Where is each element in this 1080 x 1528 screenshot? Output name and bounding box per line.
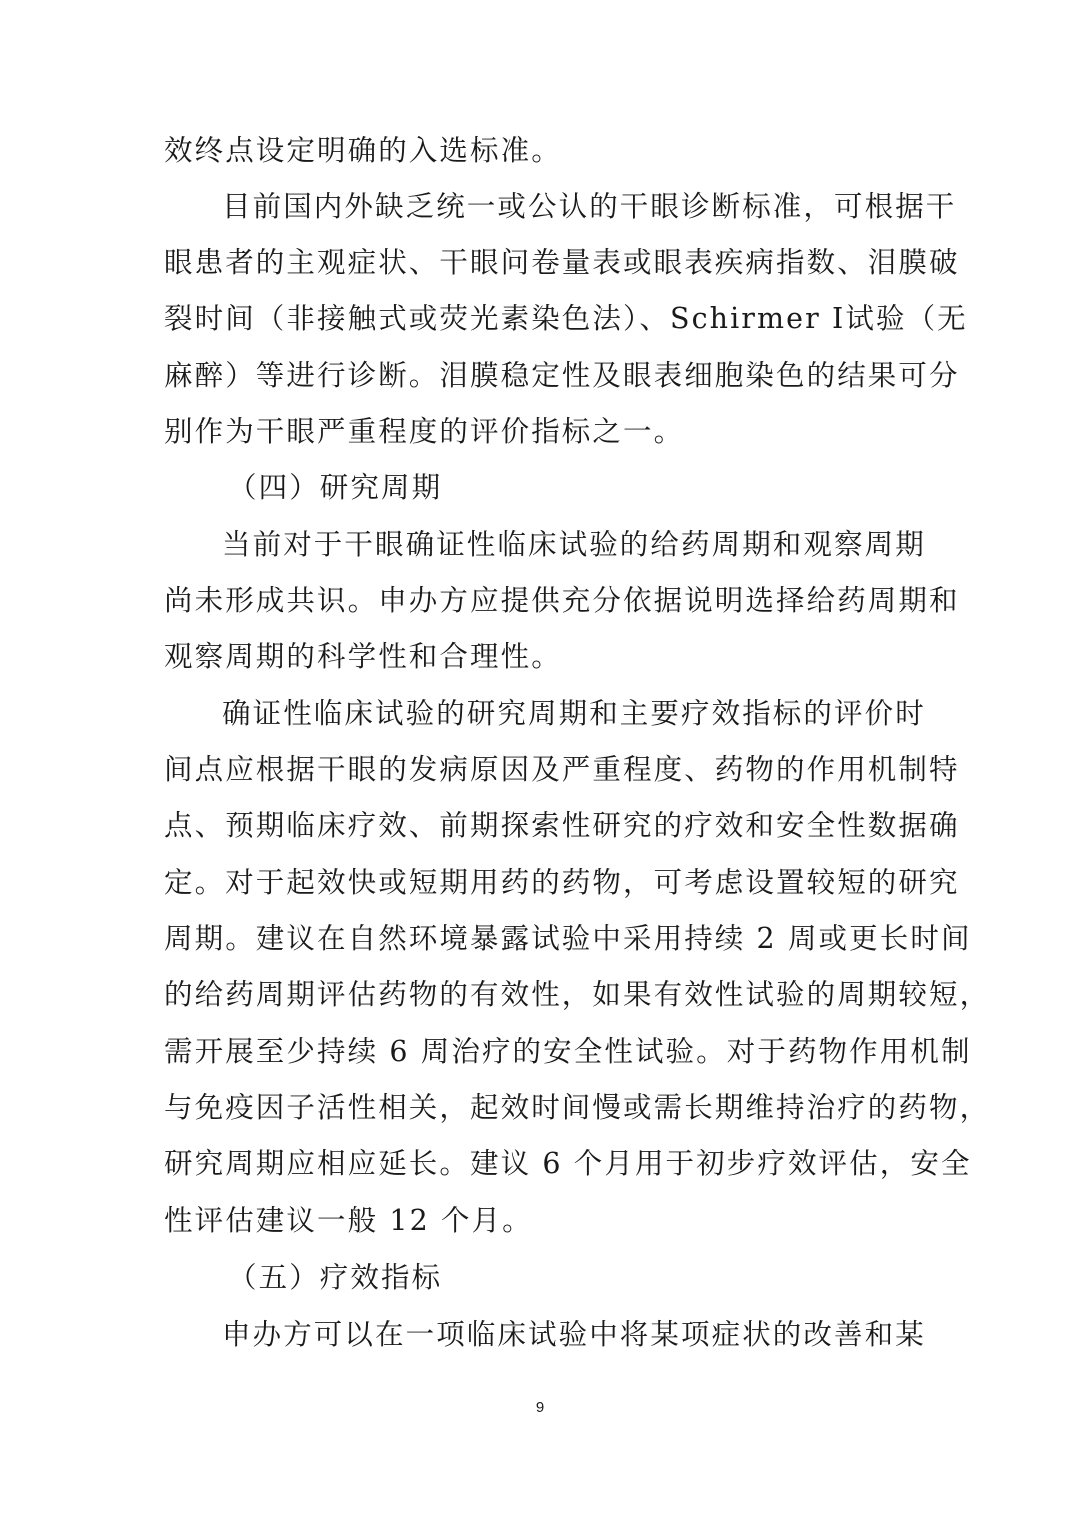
page-number: 9: [535, 1399, 545, 1416]
body-line: 确证性临床试验的研究周期和主要疗效指标的评价时: [222, 697, 926, 730]
body-line: 申办方可以在一项临床试验中将某项症状的改善和某: [222, 1318, 926, 1351]
body-line: 需开展至少持续 6 周治疗的安全性试验。对于药物作用机制: [164, 1035, 972, 1068]
body-line: 别作为干眼严重程度的评价指标之一。: [164, 415, 685, 448]
body-line: 周期。建议在自然环境暴露试验中采用持续 2 周或更长时间: [164, 922, 972, 955]
body-line: 效终点设定明确的入选标准。: [164, 134, 562, 167]
body-line: 的给药周期评估药物的有效性，如果有效性试验的周期较短，: [164, 978, 991, 1011]
body-line: 尚未形成共识。申办方应提供充分依据说明选择给药周期和: [164, 584, 960, 617]
body-line: 观察周期的科学性和合理性。: [164, 640, 562, 673]
body-line: 点、预期临床疗效、前期探索性研究的疗效和安全性数据确: [164, 809, 960, 842]
body-line: 研究周期应相应延长。建议 6 个月用于初步疗效评估，安全: [164, 1147, 972, 1180]
body-line: 性评估建议一般 12 个月。: [164, 1204, 533, 1237]
section-heading: （五）疗效指标: [228, 1261, 443, 1294]
body-line: 当前对于干眼确证性临床试验的给药周期和观察周期: [222, 528, 926, 561]
body-line: 眼患者的主观症状、干眼问卷量表或眼表疾病指数、泪膜破: [164, 246, 960, 279]
body-line: 麻醉）等进行诊断。泪膜稳定性及眼表细胞染色的结果可分: [164, 359, 960, 392]
body-line: 间点应根据干眼的发病原因及严重程度、药物的作用机制特: [164, 753, 960, 786]
body-line: 定。对于起效快或短期用药的药物，可考虑设置较短的研究: [164, 866, 960, 899]
body-line: 与免疫因子活性相关，起效时间慢或需长期维持治疗的药物，: [164, 1091, 991, 1124]
body-line: 目前国内外缺乏统一或公认的干眼诊断标准，可根据干: [222, 190, 957, 223]
body-line: 裂时间（非接触式或荧光素染色法）、Schirmer Ⅰ试验（无: [164, 302, 968, 335]
section-heading: （四）研究周期: [228, 471, 443, 504]
